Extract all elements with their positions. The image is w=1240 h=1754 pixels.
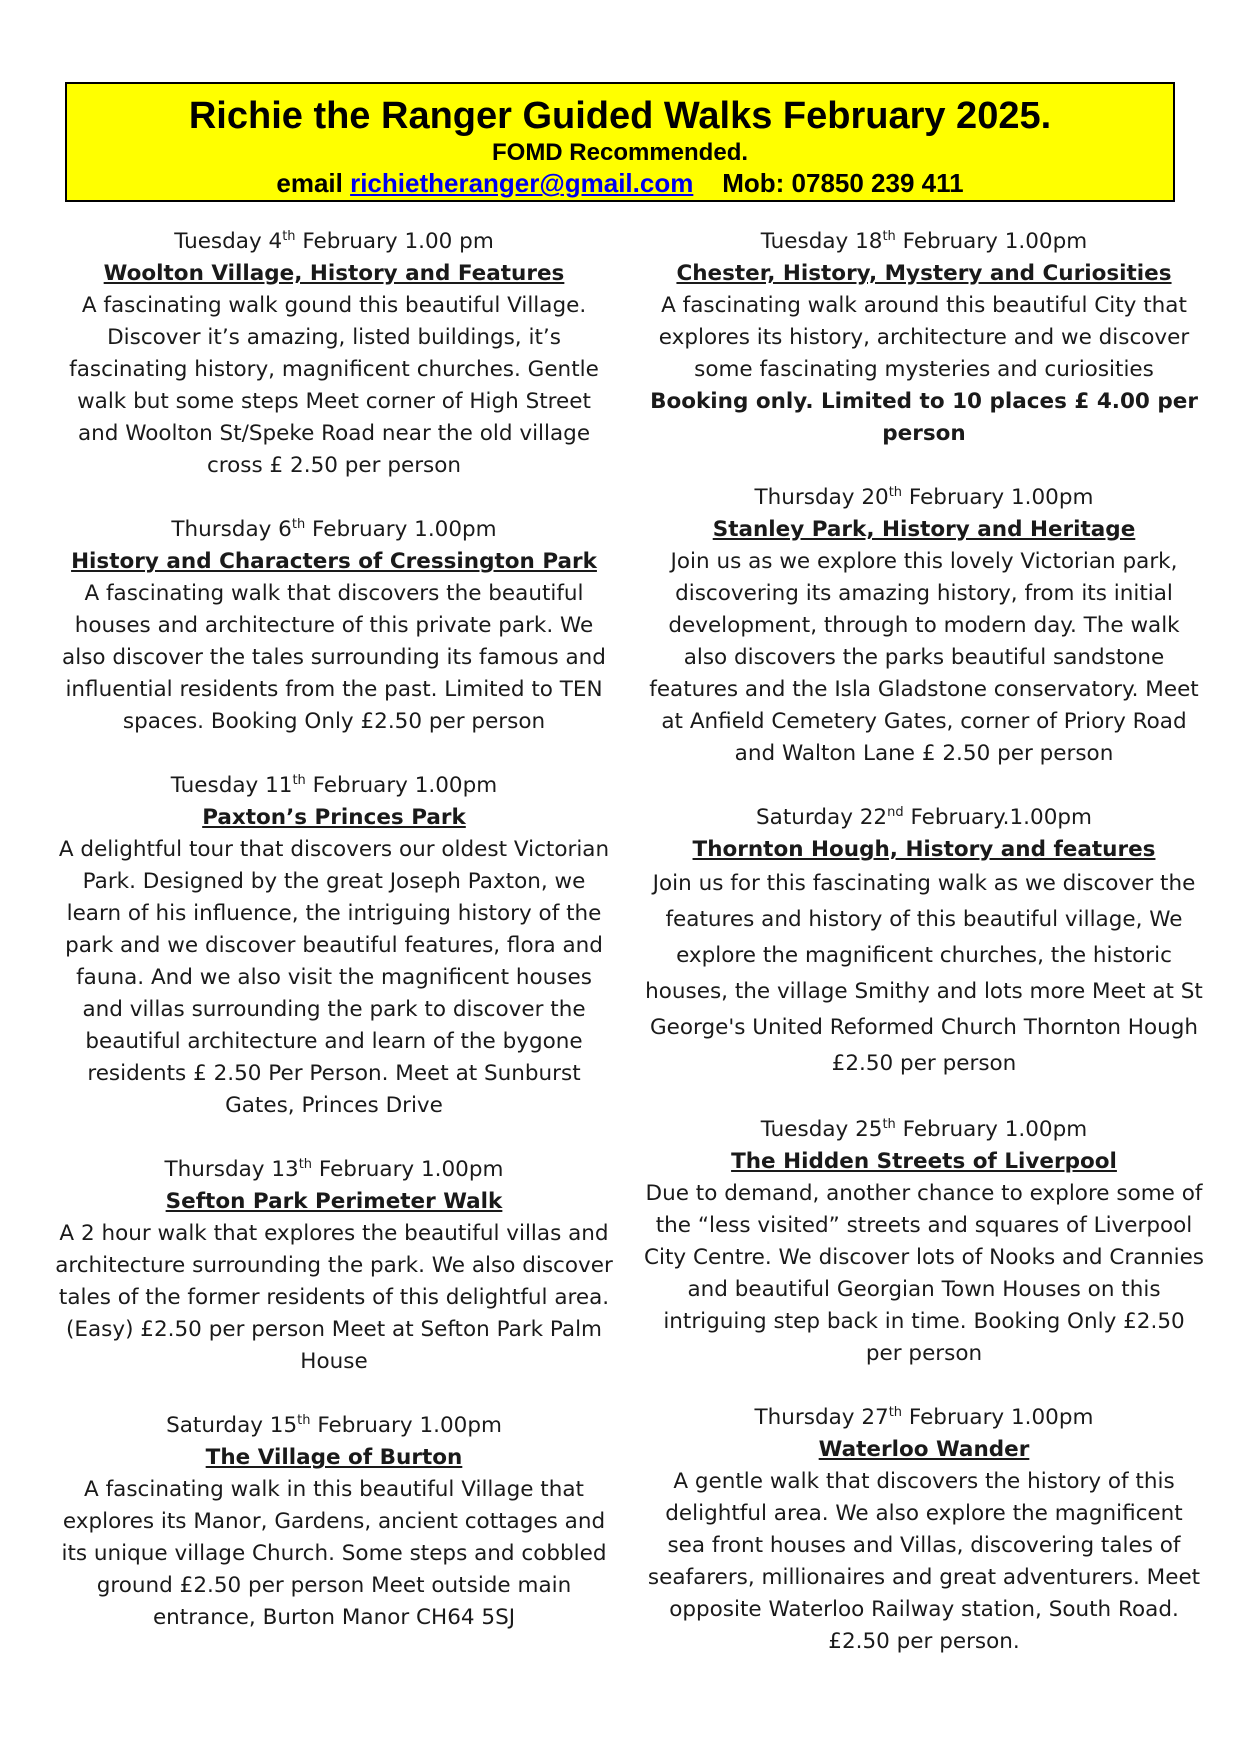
walk-description: A 2 hour walk that explores the beautiful villas and architecture surrounding the park. We also discover tales of the former residents of this delightful area. (Easy) £2.50 per person Meet at Sefton Park Palm House — [55, 1221, 613, 1374]
walk-date: Thursday 13th February 1.00pm — [164, 1156, 504, 1182]
walk-item — [644, 1114, 1204, 1370]
walk-description: A fascinating walk that discovers the beautiful houses and architecture of this private park. We also discover the tales surrounding its famous and influential residents from the past. Limited to TEN spaces. Booking Only £2.50 per person — [62, 581, 606, 734]
right-column — [644, 226, 1204, 1690]
walk-name: Paxton’s Princes Park — [202, 805, 466, 830]
walk-item — [644, 226, 1204, 450]
walk-item — [54, 226, 614, 482]
walk-date: Thursday 20th February 1.00pm — [754, 484, 1094, 510]
walk-description: Join us as we explore this lovely Victorian park, discovering its amazing history, from its initial development, through to modern day. The walk also discovers the parks beautiful sandstone features and the Isla Gladstone conservatory. Meet at Anfield Cemetery Gates, corner of Priory Road and Walton Lane £ 2.50 per person — [649, 549, 1199, 766]
walk-item — [644, 802, 1204, 1082]
walk-date: Tuesday 11th February 1.00pm — [170, 772, 498, 798]
header-banner — [65, 82, 1175, 202]
walk-description: A fascinating walk in this beautiful Village that explores its Manor, Gardens, ancient cottages and its unique village Church. Some steps and cobbled ground £2.50 per person Meet outside main entrance, Burton Manor CH64 5SJ — [61, 1477, 607, 1630]
contact-line — [67, 168, 1173, 198]
walk-name: The Village of Burton — [205, 1445, 463, 1470]
walk-name: Woolton Village, History and Features — [103, 261, 565, 286]
walk-description: A delightful tour that discovers our oldest Victorian Park. Designed by the great Joseph Paxton, we learn of his influence, the intriguing history of the park and we discover beautiful features, flora and fauna. And we also visit the magnificent houses and villas surrounding the park to discover the beautiful architecture and learn of the bygone residents £ 2.50 Per Person. Meet at Sunburst Gates, Princes Drive — [58, 837, 610, 1118]
walk-description: Join us for this fascinating walk as we discover the features and history of this beautiful village, We explore the magnificent churches, the historic houses, the village Smithy and lots more Meet at St George's United Reformed Church Thornton Hough £2.50 per person — [645, 871, 1203, 1076]
walk-name: History and Characters of Cressington Park — [71, 549, 597, 574]
walk-name: Stanley Park, History and Heritage — [712, 517, 1136, 542]
left-column — [54, 226, 614, 1666]
walk-item — [54, 770, 614, 1122]
email-label: email — [276, 168, 343, 198]
walk-name: Waterloo Wander — [818, 1437, 1030, 1462]
walk-date: Thursday 6th February 1.00pm — [171, 516, 497, 542]
walk-name: Sefton Park Perimeter Walk — [165, 1189, 503, 1214]
page-title: Richie the Ranger Guided Walks February 2025. — [188, 95, 1052, 137]
walk-item — [644, 1402, 1204, 1658]
walk-item — [54, 1154, 614, 1378]
walk-description: Due to demand, another chance to explore some of the “less visited” streets and squares of Liverpool City Centre. We discover lots of Nooks and Crannies and beautiful Georgian Town Houses on this intriguing step back in time. Booking Only £2.50 per person — [644, 1181, 1205, 1366]
walk-description: A fascinating walk around this beautiful City that explores its history, architecture and we discover some fascinating mysteries and curiosities Booking only. Limited to 10 places £ 4.00 per person — [650, 293, 1198, 446]
walk-date: Tuesday 4th February 1.00 pm — [174, 228, 494, 254]
email-link[interactable]: richietheranger@gmail.com — [350, 168, 694, 198]
walk-description: A fascinating walk gound this beautiful Village. Discover it’s amazing, listed buildings, it’s fascinating history, magnificent churches. Gentle walk but some steps Meet corner of High Street and Woolton St/Speke Road near the old village cross £ 2.50 per person — [69, 293, 599, 478]
walk-item — [54, 1410, 614, 1634]
walk-item — [644, 482, 1204, 770]
walk-date: Tuesday 25th February 1.00pm — [760, 1116, 1088, 1142]
walk-date: Tuesday 18th February 1.00pm — [760, 228, 1088, 254]
walk-description: A gentle walk that discovers the history of this delightful area. We also explore the magnificent sea front houses and Villas, discovering tales of seafarers, millionaires and great adventurers. Meet opposite Waterloo Railway station, South Road. £2.50 per person. — [647, 1469, 1201, 1654]
walk-name: Thornton Hough, History and features — [692, 837, 1156, 862]
walk-date: Saturday 15th February 1.00pm — [166, 1412, 502, 1438]
walk-item — [54, 514, 614, 738]
walk-name: Chester, History, Mystery and Curiosities — [676, 261, 1172, 286]
booking-note: Booking only. Limited to 10 places £ 4.00 per person — [650, 389, 1198, 446]
walk-date: Saturday 22nd February.1.00pm — [756, 804, 1092, 830]
mobile-number: Mob: 07850 239 411 — [722, 168, 964, 198]
walk-date: Thursday 27th February 1.00pm — [754, 1404, 1094, 1430]
page-subtitle: FOMD Recommended. — [491, 139, 749, 166]
walk-name: The Hidden Streets of Liverpool — [731, 1149, 1117, 1174]
